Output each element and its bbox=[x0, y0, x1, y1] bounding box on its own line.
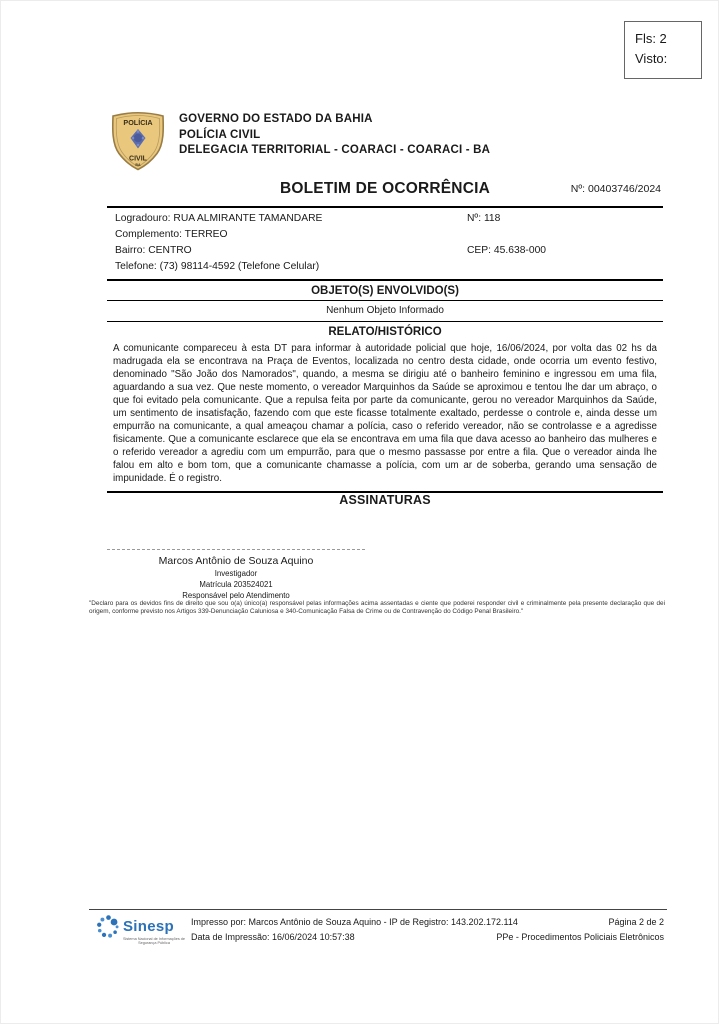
telefone-label: Telefone: bbox=[115, 261, 157, 272]
numero-label: Nº: bbox=[467, 213, 482, 224]
footer-impresso-por: Impresso por: Marcos Antônio de Souza Aquino - IP de Registro: 143.202.172.114 bbox=[191, 917, 518, 927]
cep-value: 45.638-000 bbox=[493, 245, 547, 256]
telefone-row bbox=[115, 259, 655, 275]
complemento-row bbox=[115, 227, 655, 243]
complemento-label: Complemento: bbox=[115, 229, 182, 240]
logradouro-row bbox=[115, 211, 655, 227]
relato-section-title: RELATO/HISTÓRICO bbox=[328, 326, 442, 338]
header-line-policia-civil: POLÍCIA CIVIL bbox=[179, 128, 261, 141]
policia-civil-badge-icon bbox=[107, 108, 169, 172]
bairro-label: Bairro: bbox=[115, 245, 146, 256]
address-section bbox=[107, 208, 663, 281]
header-line-delegacia: DELEGACIA TERRITORIAL - COARACI - COARACI - BA bbox=[179, 144, 491, 156]
assinaturas-section-title: ASSINATURAS bbox=[339, 493, 431, 507]
bairro-row bbox=[115, 243, 655, 259]
fls-label: Fls: 2 bbox=[635, 31, 667, 46]
signer-matricula: Matrícula 203524021 bbox=[199, 580, 273, 589]
numero-field bbox=[467, 211, 500, 227]
relato-text: A comunicante compareceu à esta DT para informar à autoridade policial que hoje, 16/06/2024, por volta das 02 hs da madrugada ela se encontrava na Praça de Eventos, localizada no centro desta cidade, onde ocorria um evento festivo, denominado "São João dos Namorados", quando, a mesma se dirigiu até o banheiro feminino e ingressou em uma fila, aguardando a sua vez. Que neste momento, o vereador Marquinhos da Saúde se aproximou e tentou lhe dar um abraço, o que foi evitado pela comunicante. Que a repulsa feita por parte da comunicante, gerou no vereador Marquinhos da Saúde, um sentimento de insatisfação, fazendo com que este ficasse totalmente exaltado, perdesse o controle e, ainda desse um empurrão na comunicante, a qual ameaçou chamar a polícia, caso o referido vereador, não se controlasse e a agredisse fisicamente. Que a comunicante esclarece que ela se encontrava em uma fila que dava acesso ao banheiro das mulheres e o referido vereador a agrediu com um empurrão, para que o mesmo passasse por entre a fila. Que o vereador ainda lhe falou em alto e bom tom, que a comunicante chamasse a polícia, com um ar de soberba, gerando uma sensação de impunidade. É o registro. bbox=[107, 341, 663, 493]
telefone-value: (73) 98114-4592 (Telefone Celular) bbox=[159, 261, 320, 272]
logradouro-label: Logradouro: bbox=[115, 213, 171, 224]
agency-name-block bbox=[179, 108, 490, 172]
footer-ppe: PPe - Procedimentos Policiais Eletrônicos bbox=[496, 932, 664, 942]
footer-data-impressao: Data de Impressão: 16/06/2024 10:57:38 bbox=[191, 932, 355, 942]
footer-pagina: Página 2 de 2 bbox=[608, 917, 664, 927]
cep-label: CEP: bbox=[467, 245, 492, 256]
header-line-governo: GOVERNO DO ESTADO DA BAHIA bbox=[179, 113, 373, 125]
signer-name: Marcos Antônio de Souza Aquino bbox=[158, 555, 314, 567]
objetos-content: Nenhum Objeto Informado bbox=[107, 301, 663, 322]
document-header bbox=[107, 108, 490, 172]
svg-text:POLÍCIA: POLÍCIA bbox=[123, 118, 153, 127]
cep-field bbox=[467, 243, 546, 259]
signature-line bbox=[107, 549, 365, 550]
footer-print-info bbox=[191, 915, 518, 945]
footer-divider bbox=[89, 909, 667, 910]
complemento-value: TERREO bbox=[184, 229, 228, 240]
fls-visto-box bbox=[624, 21, 702, 79]
title-row bbox=[107, 180, 663, 200]
signature-block bbox=[107, 549, 365, 601]
document-body-table bbox=[107, 206, 663, 493]
footer-page-info bbox=[496, 915, 664, 945]
document-number: Nº: 00403746/2024 bbox=[570, 183, 661, 195]
sinesp-tagline: Sistema Nacional de Informações de Segurança Pública bbox=[122, 937, 186, 945]
bairro-value: CENTRO bbox=[148, 245, 192, 256]
visto-label: Visto: bbox=[635, 51, 668, 66]
logradouro-value: RUA ALMIRANTE TAMANDARE bbox=[173, 213, 323, 224]
svg-text:BA: BA bbox=[135, 163, 141, 167]
sinesp-logo bbox=[96, 914, 188, 945]
sinesp-icon bbox=[96, 914, 121, 939]
legal-disclaimer: "Declaro para os devidos fins de direito que sou o(a) único(a) responsável pelas informações acima assentadas e ciente que poderei responder civil e criminalmente pela presente declaração que dei origem, conforme previsto nos Artigos 339-Denunciação Caluniosa e 340-Comunicação Falsa de Crime ou de Contravenção do Código Penal Brasileiro." bbox=[89, 600, 665, 615]
signer-role: Investigador bbox=[214, 569, 258, 578]
document-title: BOLETIM DE OCORRÊNCIA bbox=[279, 180, 490, 197]
signer-funcao: Responsável pelo Atendimento bbox=[182, 591, 290, 600]
objetos-section-title: OBJETO(S) ENVOLVIDO(S) bbox=[107, 281, 663, 301]
sinesp-wordmark: Sinesp bbox=[123, 918, 174, 935]
numero-value: 118 bbox=[483, 213, 501, 224]
svg-text:CIVIL: CIVIL bbox=[129, 155, 147, 163]
